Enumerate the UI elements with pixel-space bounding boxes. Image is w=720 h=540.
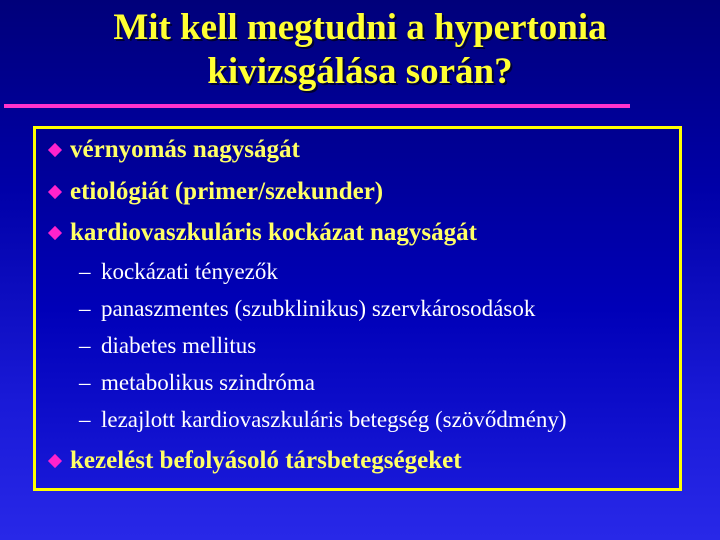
pink-diamond-bullet-icon [48,226,62,240]
bullet-item-label: etiológiát (primer/szekunder) [70,178,384,205]
dash-marker: – [79,259,91,284]
bullet-item-blood-pressure [44,135,300,165]
bullet-item-cv-risk [44,218,477,248]
bullet-item-label: kardiovaszkuláris kockázat nagyságát [70,219,477,246]
sub-item-label: kockázati tényezők [101,259,278,284]
sub-item-label: panaszmentes (szubklinikus) szervkárosodások [101,296,536,321]
pink-diamond-bullet-icon [48,185,62,199]
sub-item-diabetes [79,332,256,360]
slide-title-line-1: Mit kell megtudni a hypertonia [113,7,607,48]
sub-item-label: metabolikus szindróma [101,370,315,395]
sub-item-cv-disease [79,406,567,434]
dash-marker: – [79,407,91,432]
sub-item-metabolic-syndrome [79,369,315,397]
pink-diamond-bullet-icon [48,454,62,468]
sub-item-organ-damage [79,295,535,323]
bullet-item-etiology [44,177,383,207]
title-underline-rule [4,104,630,108]
dash-marker: – [79,370,91,395]
sub-item-label: lezajlott kardiovaszkuláris betegség (szövődmény) [101,407,567,432]
slide-title-line-2: kivizsgálása során? [207,51,513,92]
bullet-item-label: kezelést befolyásoló társbetegségeket [70,447,462,474]
bullet-item-comorbidities [44,446,462,476]
pink-diamond-bullet-icon [48,143,62,157]
bullet-item-label: vérnyomás nagyságát [70,136,300,163]
slide-title [0,6,720,94]
sub-item-risk-factors [79,258,278,286]
dash-marker: – [79,333,91,358]
sub-item-label: diabetes mellitus [101,333,257,358]
dash-marker: – [79,296,91,321]
content-box [33,126,682,491]
